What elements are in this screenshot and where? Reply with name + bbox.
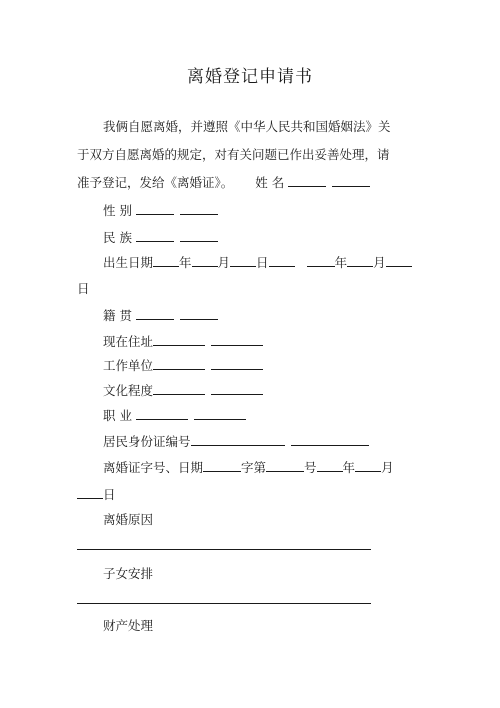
birth-year-2-field[interactable] [307, 254, 335, 267]
birth-month-2-field[interactable] [347, 254, 373, 267]
occupation-label: 职 业 [103, 408, 132, 423]
ethnicity-field-2[interactable] [180, 229, 218, 242]
id-number-field-2[interactable] [291, 433, 369, 446]
native-place-row [103, 307, 218, 324]
ethnicity-row [103, 229, 218, 246]
intro-text-2: 于双方自愿离婚的规定，对有关问题已作出妥善处理，请 [77, 147, 390, 162]
cert-month-field[interactable] [355, 459, 381, 472]
address-row [103, 333, 263, 350]
address-field-1[interactable] [153, 333, 205, 346]
hao-label: 号 [304, 460, 317, 475]
cert-month-label: 月 [381, 460, 394, 475]
name-field-1[interactable] [288, 174, 326, 187]
intro-line-1 [103, 119, 391, 135]
intro-text-1: 我俩自愿离婚，并遵照《中华人民共和国婚姻法》关 [103, 119, 391, 134]
cert-year-field[interactable] [317, 459, 343, 472]
birth-year-1-field[interactable] [153, 254, 179, 267]
address-field-2[interactable] [211, 333, 263, 346]
work-unit-field-1[interactable] [153, 357, 205, 370]
education-row [103, 382, 263, 399]
gender-label: 性 别 [103, 203, 132, 218]
cert-day-field[interactable] [77, 486, 103, 499]
native-place-field-1[interactable] [136, 307, 174, 320]
birth-row-cont [77, 281, 90, 297]
birth-day-1-field[interactable] [230, 254, 256, 267]
marriage-cert-label: 离婚证字号、日期 [103, 460, 204, 475]
gender-field-1[interactable] [136, 202, 174, 215]
address-label: 现在住址 [103, 334, 154, 349]
marriage-cert-row-cont [77, 486, 116, 503]
day-label-2: 日 [77, 281, 90, 296]
month-label-2: 月 [373, 255, 386, 270]
property-row [103, 618, 153, 634]
reason-label: 离婚原因 [103, 512, 154, 527]
id-number-label: 居民身份证编号 [103, 434, 191, 449]
birth-day-2-field[interactable] [386, 254, 412, 267]
cert-zi-field[interactable] [203, 459, 241, 472]
document-title: 离婚登记申请书 [187, 67, 313, 87]
id-number-row [103, 433, 369, 450]
native-place-field-2[interactable] [180, 307, 218, 320]
property-label: 财产处理 [103, 618, 154, 633]
month-label-1: 月 [217, 255, 231, 270]
children-label: 子女安排 [103, 566, 154, 581]
occupation-row [103, 407, 246, 424]
children-row [103, 566, 153, 582]
cert-year-label: 年 [342, 460, 356, 475]
name-label: 姓 名 [255, 175, 285, 190]
intro-line-2 [77, 147, 390, 163]
gender-field-2[interactable] [180, 202, 218, 215]
year-label-2: 年 [334, 255, 348, 270]
cert-day-label: 日 [103, 487, 116, 502]
birth-month-1-field[interactable] [192, 254, 218, 267]
birth-label: 出生日期 [103, 255, 154, 270]
intro-text-3: 准予登记，发给《离婚证》。 [77, 175, 234, 190]
name-field-2[interactable] [332, 174, 370, 187]
education-label: 文化程度 [103, 383, 154, 398]
children-field[interactable] [77, 603, 371, 604]
work-unit-row [103, 357, 263, 374]
cert-number-field[interactable] [266, 459, 304, 472]
birth-row [103, 254, 412, 271]
ethnicity-field-1[interactable] [136, 229, 174, 242]
marriage-cert-row [103, 459, 394, 476]
native-place-label: 籍 贯 [103, 308, 132, 323]
id-number-field-1[interactable] [191, 433, 285, 446]
occupation-field-2[interactable] [194, 407, 246, 420]
gender-row [103, 202, 218, 219]
work-unit-field-2[interactable] [211, 357, 263, 370]
education-field-1[interactable] [153, 382, 205, 395]
zi-di-label: 字第 [241, 460, 267, 475]
occupation-field-1[interactable] [136, 407, 188, 420]
reason-field[interactable] [77, 549, 371, 550]
intro-line-3 [77, 174, 370, 191]
ethnicity-label: 民 族 [103, 230, 132, 245]
reason-row [103, 512, 153, 528]
day-label-1: 日 [256, 255, 269, 270]
birth-blank-field[interactable] [269, 254, 295, 267]
work-unit-label: 工作单位 [103, 358, 154, 373]
education-field-2[interactable] [211, 382, 263, 395]
year-label-1: 年 [179, 255, 192, 270]
